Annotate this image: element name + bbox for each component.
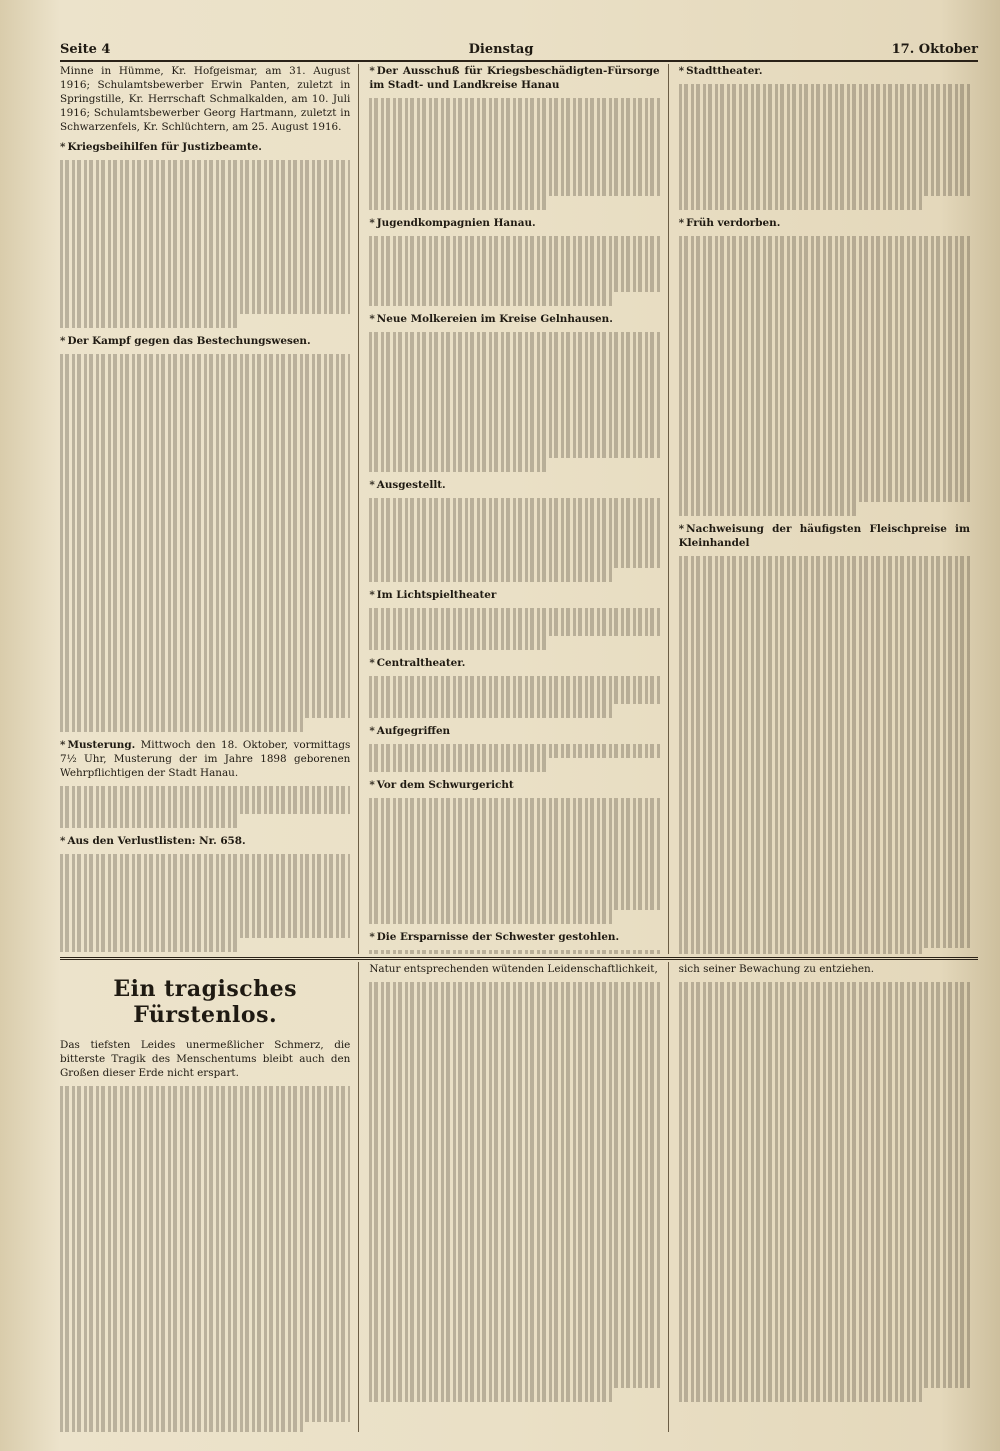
illegible-text (369, 608, 659, 622)
illegible-text (60, 814, 240, 828)
illegible-text (679, 278, 970, 292)
illegible-text (60, 786, 350, 800)
illegible-text (679, 626, 970, 640)
illegible-text (60, 1338, 350, 1352)
feuilleton-continuation-right (679, 962, 970, 976)
illegible-text (60, 258, 350, 272)
article-headline: Die Ersparnisse der Schwester gestohlen. (376, 931, 620, 943)
illegible-text (60, 896, 350, 910)
illegible-text (60, 800, 350, 814)
illegible-text (679, 250, 970, 264)
illegible-text (369, 264, 659, 278)
illegible-text (369, 896, 659, 910)
illegible-text (369, 950, 659, 954)
illegible-text (60, 1282, 350, 1296)
illegible-text (369, 236, 659, 250)
illegible-text (60, 882, 350, 896)
illegible-text (369, 636, 549, 650)
illegible-text (369, 1220, 659, 1234)
article-headline: Aus den Verlustlisten: Nr. 658. (67, 835, 246, 847)
illegible-text (679, 1388, 924, 1402)
illegible-text (60, 1422, 304, 1432)
illegible-text (369, 332, 659, 346)
illegible-text (369, 458, 549, 472)
illegible-text (369, 140, 659, 154)
article-intro (60, 64, 350, 134)
illegible-text (369, 996, 659, 1010)
illegible-text (679, 362, 970, 376)
article-headline: Kriegsbeihilfen für Justizbeamte. (67, 141, 262, 153)
article-schwurgericht: * Vor dem Schwurgericht (369, 779, 514, 791)
illegible-text (369, 498, 659, 512)
illegible-text (369, 1346, 659, 1360)
illegible-text (679, 390, 970, 404)
illegible-text (369, 1318, 659, 1332)
illegible-text (60, 230, 350, 244)
illegible-text (679, 98, 970, 112)
illegible-text (369, 840, 659, 854)
article-fleischpreise: * Nachweisung der häufigsten Fleischpreise im Kleinhandel (678, 523, 970, 549)
article-headline: Der Ausschuß für Kriegsbeschädigten-Fürsorge im Stadt- und Landkreise Hanau (369, 65, 660, 91)
illegible-text (679, 1304, 970, 1318)
article-text: Mittwoch den 18. Oktober, vormittags 7½ Uhr, Musterung der im Jahre 1898 geborenen Wehrpflichtigen der Stadt Hanau. (60, 739, 351, 779)
illegible-text (679, 1234, 970, 1248)
illegible-text (679, 1374, 970, 1388)
illegible-text (679, 1024, 970, 1038)
illegible-text (369, 526, 659, 540)
illegible-text (60, 868, 350, 882)
illegible-text (679, 84, 970, 98)
illegible-text (60, 564, 350, 578)
feuilleton-opening (60, 1038, 350, 1080)
illegible-text (60, 396, 350, 410)
illegible-text (369, 126, 659, 140)
illegible-text (369, 554, 659, 568)
illegible-text (60, 1114, 350, 1128)
illegible-text (369, 540, 659, 554)
illegible-text (679, 168, 970, 182)
illegible-text (60, 648, 350, 662)
column-3 (679, 64, 978, 954)
illegible-text (60, 410, 350, 424)
article-headline: Musterung. (67, 739, 136, 751)
illegible-text (60, 1268, 350, 1282)
illegible-text (60, 1310, 350, 1324)
illegible-text (679, 1052, 970, 1066)
article-headline: Früh verdorben. (686, 217, 781, 229)
illegible-text (369, 758, 549, 772)
article-headline: Vor dem Schwurgericht (376, 779, 514, 791)
page-number: Seite 4 (60, 41, 111, 57)
illegible-text (60, 286, 350, 300)
illegible-text (679, 112, 970, 126)
illegible-text (679, 126, 970, 140)
illegible-text (679, 934, 970, 948)
illegible-text (60, 662, 350, 676)
feuilleton-title: Ein tragisches Fürstenlos. (113, 976, 297, 1028)
news-columns (60, 64, 978, 954)
illegible-text (60, 522, 350, 536)
illegible-text (679, 948, 924, 954)
illegible-text (679, 154, 970, 168)
article-headline: Der Kampf gegen das Bestechungswesen. (67, 335, 311, 347)
illegible-text (369, 812, 659, 826)
illegible-text (679, 1038, 970, 1052)
feuilleton-column-2 (369, 962, 668, 1432)
illegible-text (60, 1142, 350, 1156)
illegible-text (679, 766, 970, 780)
illegible-text (679, 488, 970, 502)
illegible-text (679, 432, 970, 446)
illegible-text (679, 724, 970, 738)
illegible-text (679, 864, 970, 878)
article-lichtspieltheater: * Im Lichtspieltheater (369, 589, 497, 601)
illegible-text (679, 1080, 970, 1094)
illegible-text (369, 982, 659, 996)
illegible-text (679, 446, 970, 460)
illegible-text (679, 320, 970, 334)
illegible-text (369, 1164, 659, 1178)
illegible-text (679, 306, 970, 320)
header-rule (60, 60, 978, 62)
illegible-text (369, 1150, 659, 1164)
article-headline: Im Lichtspieltheater (376, 589, 497, 601)
illegible-text (679, 850, 970, 864)
illegible-text (679, 808, 970, 822)
illegible-text (679, 1178, 970, 1192)
illegible-text (369, 744, 659, 758)
article-headline: Ausgestellt. (376, 479, 446, 491)
article-stadttheater: * Stadttheater. (678, 65, 763, 77)
illegible-text (369, 1290, 659, 1304)
illegible-text (679, 474, 970, 488)
illegible-text (60, 1352, 350, 1366)
illegible-text (679, 696, 970, 710)
illegible-text (60, 1254, 350, 1268)
illegible-text (679, 1136, 970, 1150)
illegible-text (679, 418, 970, 432)
illegible-text (369, 798, 659, 812)
illegible-text (60, 452, 350, 466)
illegible-text (679, 1262, 970, 1276)
illegible-text (369, 98, 659, 112)
illegible-text (369, 1080, 659, 1094)
illegible-text (60, 466, 350, 480)
illegible-text (60, 244, 350, 258)
illegible-text (679, 1010, 970, 1024)
illegible-text (369, 1010, 659, 1024)
illegible-text (369, 196, 549, 210)
feuilleton-column-3 (679, 962, 978, 1432)
illegible-text (679, 1332, 970, 1346)
feuilleton-mid-text: Natur entsprechenden wütenden Leidenschaftlichkeit, (369, 963, 658, 975)
illegible-text (679, 1220, 970, 1234)
illegible-text (679, 182, 970, 196)
illegible-text (369, 704, 613, 718)
illegible-text (679, 920, 970, 934)
illegible-text (679, 404, 970, 418)
article-ausgestellt: * Ausgestellt. (369, 479, 446, 491)
illegible-text (60, 1366, 350, 1380)
article-jugendkompagnien: * Jugendkompagnien Hanau. (369, 217, 536, 229)
illegible-text (369, 374, 659, 388)
illegible-text (679, 1108, 970, 1122)
section-divider (60, 957, 978, 960)
illegible-text (369, 1234, 659, 1248)
illegible-text (60, 1226, 350, 1240)
article-kriegsbeschaedigte: * Der Ausschuß für Kriegsbeschädigten-Fürsorge im Stadt- und Landkreise Hanau (369, 65, 660, 91)
illegible-text (60, 1240, 350, 1254)
illegible-text (369, 346, 659, 360)
illegible-text (369, 910, 613, 924)
illegible-text (369, 1052, 659, 1066)
illegible-text (60, 1296, 350, 1310)
illegible-text (369, 1122, 659, 1136)
illegible-text (679, 892, 970, 906)
illegible-text (60, 578, 350, 592)
illegible-text (60, 494, 350, 508)
illegible-text (60, 1184, 350, 1198)
illegible-text (369, 1332, 659, 1346)
illegible-text (60, 1156, 350, 1170)
illegible-text (60, 508, 350, 522)
illegible-text (369, 1248, 659, 1262)
illegible-text (60, 368, 350, 382)
illegible-text (679, 598, 970, 612)
illegible-text (679, 334, 970, 348)
illegible-text (60, 1212, 350, 1226)
article-headline: Stadttheater. (686, 65, 763, 77)
column-1 (60, 64, 359, 954)
illegible-text (679, 1290, 970, 1304)
illegible-text (679, 640, 970, 654)
article-centraltheater: * Centraltheater. (369, 657, 466, 669)
illegible-text (369, 826, 659, 840)
illegible-text (679, 752, 970, 766)
article-headline: Aufgegriffen (376, 725, 451, 737)
illegible-text (679, 1248, 970, 1262)
illegible-text (60, 314, 240, 328)
feuilleton-continuation (369, 962, 659, 976)
illegible-text (369, 402, 659, 416)
illegible-text (60, 550, 350, 564)
illegible-text (679, 906, 970, 920)
article-intro-text: Minne in Hümme, Kr. Hofgeismar, am 31. August 1916; Schulamtsbewerber Erwin Panten, zuletzt in Springstille, Kr. Herrschaft Schmalkalden, am 10. Juli 1916; Schulamtsbewerber Georg Hartmann, zuletzt in Schwarzenfels, Kr. Schlüchtern, am 25. August 1916. (60, 65, 351, 133)
illegible-text (369, 182, 659, 196)
illegible-text (369, 1192, 659, 1206)
illegible-text (60, 676, 350, 690)
illegible-text (60, 188, 350, 202)
illegible-text (60, 438, 350, 452)
illegible-text (369, 1136, 659, 1150)
illegible-text (369, 250, 659, 264)
illegible-text (679, 292, 970, 306)
illegible-text (60, 910, 350, 924)
feuilleton-right-text: sich seiner Bewachung zu entziehen. (678, 963, 875, 975)
illegible-text (369, 360, 659, 374)
illegible-text (679, 1206, 970, 1220)
illegible-text (369, 416, 659, 430)
illegible-text (369, 278, 659, 292)
illegible-text (679, 1360, 970, 1374)
illegible-text (60, 1128, 350, 1142)
illegible-text (369, 622, 659, 636)
illegible-text (369, 868, 659, 882)
illegible-text (369, 1388, 613, 1402)
illegible-text (679, 1318, 970, 1332)
illegible-text (679, 1094, 970, 1108)
illegible-text (60, 382, 350, 396)
illegible-text (679, 794, 970, 808)
illegible-text (679, 878, 970, 892)
feuilleton-section (60, 962, 978, 1432)
article-aufgegriffen: * Aufgegriffen (369, 725, 451, 737)
illegible-text (369, 1276, 659, 1290)
weekday: Dienstag (468, 41, 534, 57)
illegible-text (60, 202, 350, 216)
illegible-text (679, 836, 970, 850)
date: 17. Oktober (891, 41, 978, 57)
illegible-text (60, 606, 350, 620)
illegible-text (679, 140, 970, 154)
article-frueh-verdorben: * Früh verdorben. (678, 217, 781, 229)
illegible-text (679, 556, 970, 570)
illegible-text (60, 1380, 350, 1394)
page-header (60, 38, 978, 60)
article-molkereien: * Neue Molkereien im Kreise Gelnhausen. (369, 313, 613, 325)
illegible-text (60, 160, 350, 174)
article-headline: Nachweisung der häufigsten Fleischpreise im Kleinhandel (678, 523, 970, 549)
illegible-text (369, 882, 659, 896)
illegible-text (60, 1170, 350, 1184)
illegible-text (60, 938, 240, 952)
illegible-text (60, 174, 350, 188)
illegible-text (369, 112, 659, 126)
illegible-text (369, 1178, 659, 1192)
illegible-text (60, 1086, 350, 1100)
illegible-text (679, 612, 970, 626)
illegible-text (679, 996, 970, 1010)
illegible-text (679, 1122, 970, 1136)
illegible-text (679, 1164, 970, 1178)
illegible-text (60, 620, 350, 634)
illegible-text (369, 1066, 659, 1080)
article-headline: Jugendkompagnien Hanau. (376, 217, 536, 229)
illegible-text (679, 654, 970, 668)
illegible-text (60, 354, 350, 368)
illegible-text (679, 584, 970, 598)
illegible-text (60, 424, 350, 438)
illegible-text (679, 348, 970, 362)
illegible-text (679, 1346, 970, 1360)
illegible-text (369, 1360, 659, 1374)
illegible-text (679, 1276, 970, 1290)
illegible-text (679, 264, 970, 278)
article-verlustlisten: * Aus den Verlustlisten: Nr. 658. (60, 835, 246, 847)
illegible-text (60, 634, 350, 648)
illegible-text (60, 592, 350, 606)
illegible-text (60, 1394, 350, 1408)
illegible-text (679, 570, 970, 584)
illegible-text (60, 272, 350, 286)
illegible-text (679, 1192, 970, 1206)
illegible-text (679, 822, 970, 836)
illegible-text (369, 1094, 659, 1108)
illegible-text (369, 1304, 659, 1318)
illegible-text (369, 854, 659, 868)
illegible-text (60, 690, 350, 704)
article-kriegsbeihilfen: * Kriegsbeihilfen für Justizbeamte. (60, 141, 262, 153)
illegible-text (60, 1100, 350, 1114)
illegible-text (679, 376, 970, 390)
illegible-text (60, 300, 350, 314)
article-headline: Centraltheater. (376, 657, 466, 669)
illegible-text (60, 536, 350, 550)
illegible-text (60, 1408, 350, 1422)
illegible-text (60, 1324, 350, 1338)
article-bestechung: * Der Kampf gegen das Bestechungswesen. (60, 335, 311, 347)
illegible-text (679, 668, 970, 682)
illegible-text (679, 196, 924, 210)
illegible-text (369, 388, 659, 402)
illegible-text (369, 444, 659, 458)
illegible-text (60, 216, 350, 230)
illegible-text (60, 1198, 350, 1212)
illegible-text (679, 1066, 970, 1080)
feuilleton-column-1 (60, 962, 359, 1432)
illegible-text (369, 1024, 659, 1038)
illegible-text (369, 512, 659, 526)
article-headline: Neue Molkereien im Kreise Gelnhausen. (376, 313, 613, 325)
illegible-text (679, 738, 970, 752)
illegible-text (369, 430, 659, 444)
illegible-text (369, 1206, 659, 1220)
illegible-text (369, 1374, 659, 1388)
article-ersparnisse: * Die Ersparnisse der Schwester gestohlen. (369, 931, 620, 943)
column-2 (369, 64, 668, 954)
illegible-text (679, 502, 860, 516)
illegible-text (679, 236, 970, 250)
illegible-text (369, 1108, 659, 1122)
illegible-text (60, 704, 350, 718)
illegible-text (60, 924, 350, 938)
article-musterung: * Musterung. Mittwoch den 18. Oktober, vormittags 7½ Uhr, Musterung der im Jahre 1898 geborenen Wehrpflichtigen der Stadt Hanau. (60, 739, 351, 779)
illegible-text (369, 1262, 659, 1276)
illegible-text (679, 982, 970, 996)
illegible-text (369, 1038, 659, 1052)
illegible-text (60, 718, 304, 732)
illegible-text (679, 682, 970, 696)
illegible-text (369, 292, 613, 306)
illegible-text (369, 676, 659, 690)
illegible-text (679, 780, 970, 794)
illegible-text (369, 690, 659, 704)
illegible-text (369, 568, 613, 582)
illegible-text (679, 1150, 970, 1164)
illegible-text (60, 480, 350, 494)
illegible-text (369, 168, 659, 182)
illegible-text (679, 460, 970, 474)
illegible-text (369, 154, 659, 168)
illegible-text (60, 854, 350, 868)
illegible-text (679, 710, 970, 724)
feuilleton-opening-text: Das tiefsten Leides unermeßlicher Schmerz, die bitterste Tragik des Menschentums bleibt auch den Großen dieser Erde nicht erspart. (60, 1039, 351, 1079)
